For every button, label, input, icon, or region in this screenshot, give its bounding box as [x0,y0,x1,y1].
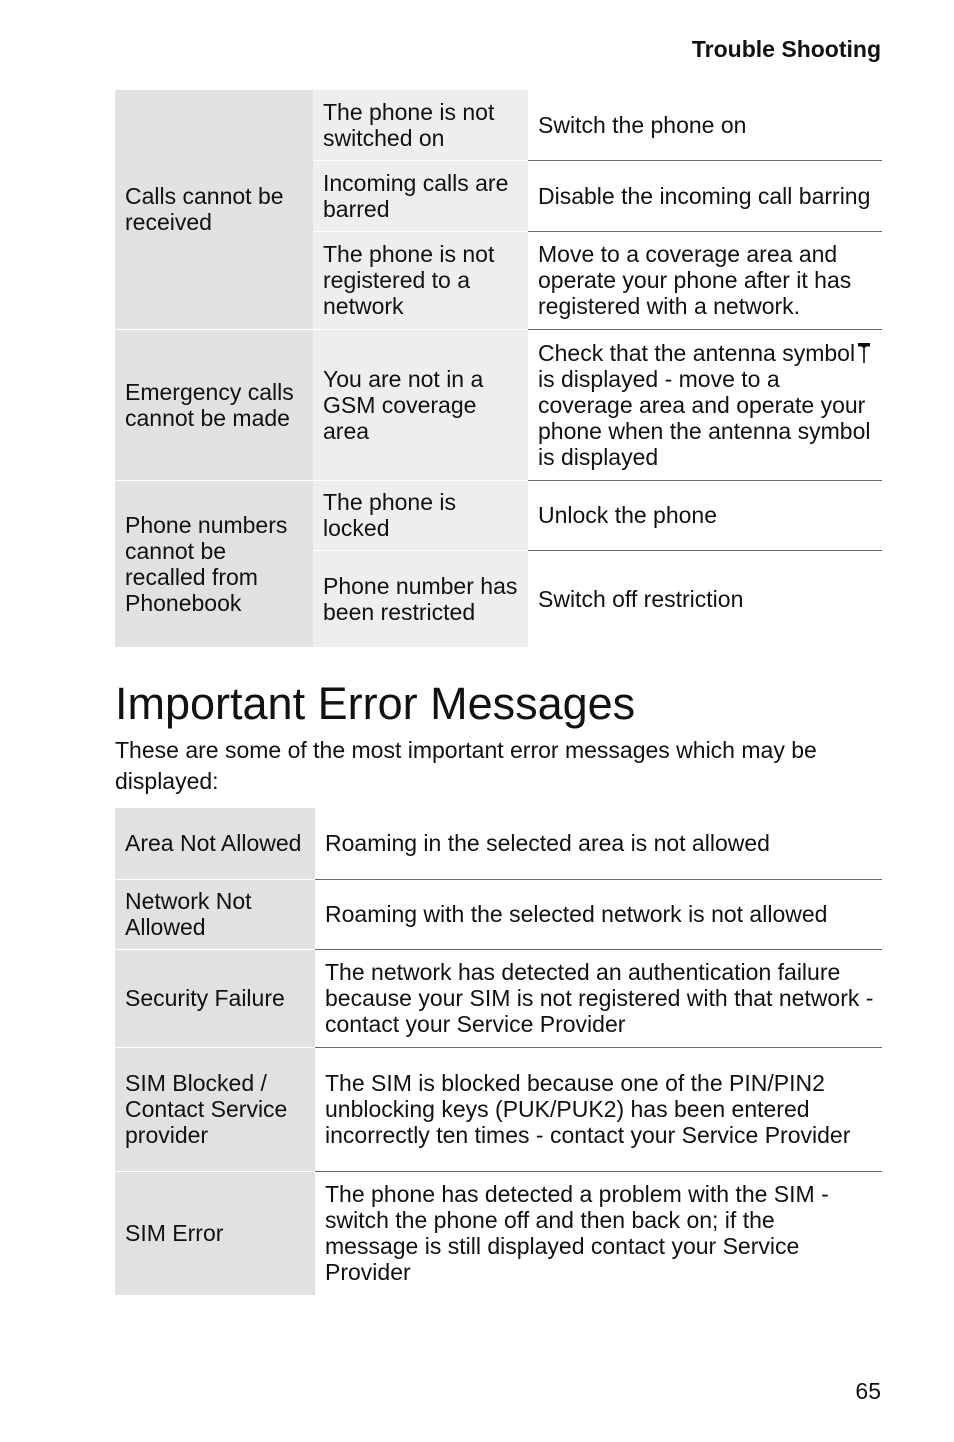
cause-cell: Incoming calls are barred [313,160,528,231]
problem-cell: Phone numbers cannot be recalled from Phonebook [115,480,313,647]
cause-cell: The phone is not registered to a network [313,231,528,329]
solution-cell: Disable the incoming call barring [528,160,882,231]
cause-cell: Phone number has been restricted [313,550,528,647]
solution-cell: Move to a coverage area and operate your phone after it has registered with a network. [528,231,882,329]
solution-cell [528,329,882,480]
cause-cell: You are not in a GSM coverage area [313,329,528,480]
problem-cell: Emergency calls cannot be made [115,329,313,480]
table-row [115,329,882,480]
error-message-cell: SIM Blocked / Contact Service provider [115,1047,315,1171]
error-meaning-cell: The network has detected an authentication failure because your SIM is not registered with that network - contact your Service Provider [315,949,882,1047]
cause-cell: The phone is locked [313,480,528,550]
table-row [115,808,882,879]
error-message-cell: Network Not Allowed [115,879,315,949]
cause-cell: The phone is not switched on [313,90,528,160]
table-row [115,1171,882,1295]
problem-cell: Calls cannot be received [115,90,313,329]
error-meaning-cell: The SIM is blocked because one of the PIN/PIN2 unblocking keys (PUK/PUK2) has been entered incorrectly ten times - contact your Service Provider [315,1047,882,1171]
intro-paragraph: These are some of the most important error messages which may be displayed: [115,737,817,794]
table-row [115,879,882,949]
troubleshooting-table [115,90,882,647]
table-row [115,480,882,550]
error-message-cell: Area Not Allowed [115,808,315,879]
solution-text-before: Check that the antenna symbol [538,339,856,366]
error-messages-table [115,808,882,1295]
error-message-cell: Security Failure [115,949,315,1047]
error-message-cell: SIM Error [115,1171,315,1295]
table-row [115,949,882,1047]
error-meaning-cell: Roaming in the selected area is not allowed [315,808,882,879]
section-header: Trouble Shooting [691,36,881,62]
antenna-icon [858,343,870,363]
table-row [115,90,882,160]
solution-cell: Switch the phone on [528,90,882,160]
error-meaning-cell: The phone has detected a problem with the SIM - switch the phone off and then back on; if the message is still displayed contact your Service Provider [315,1171,882,1295]
table-row [115,1047,882,1171]
error-meaning-cell: Roaming with the selected network is not allowed [315,879,882,949]
page-number: 65 [855,1378,881,1404]
solution-text-after: is displayed - move to a coverage area and operate your phone when the antenna symbol is displayed [538,365,871,470]
solution-cell: Unlock the phone [528,480,882,550]
solution-cell: Switch off restriction [528,550,882,647]
page-title: Important Error Messages [115,678,636,729]
